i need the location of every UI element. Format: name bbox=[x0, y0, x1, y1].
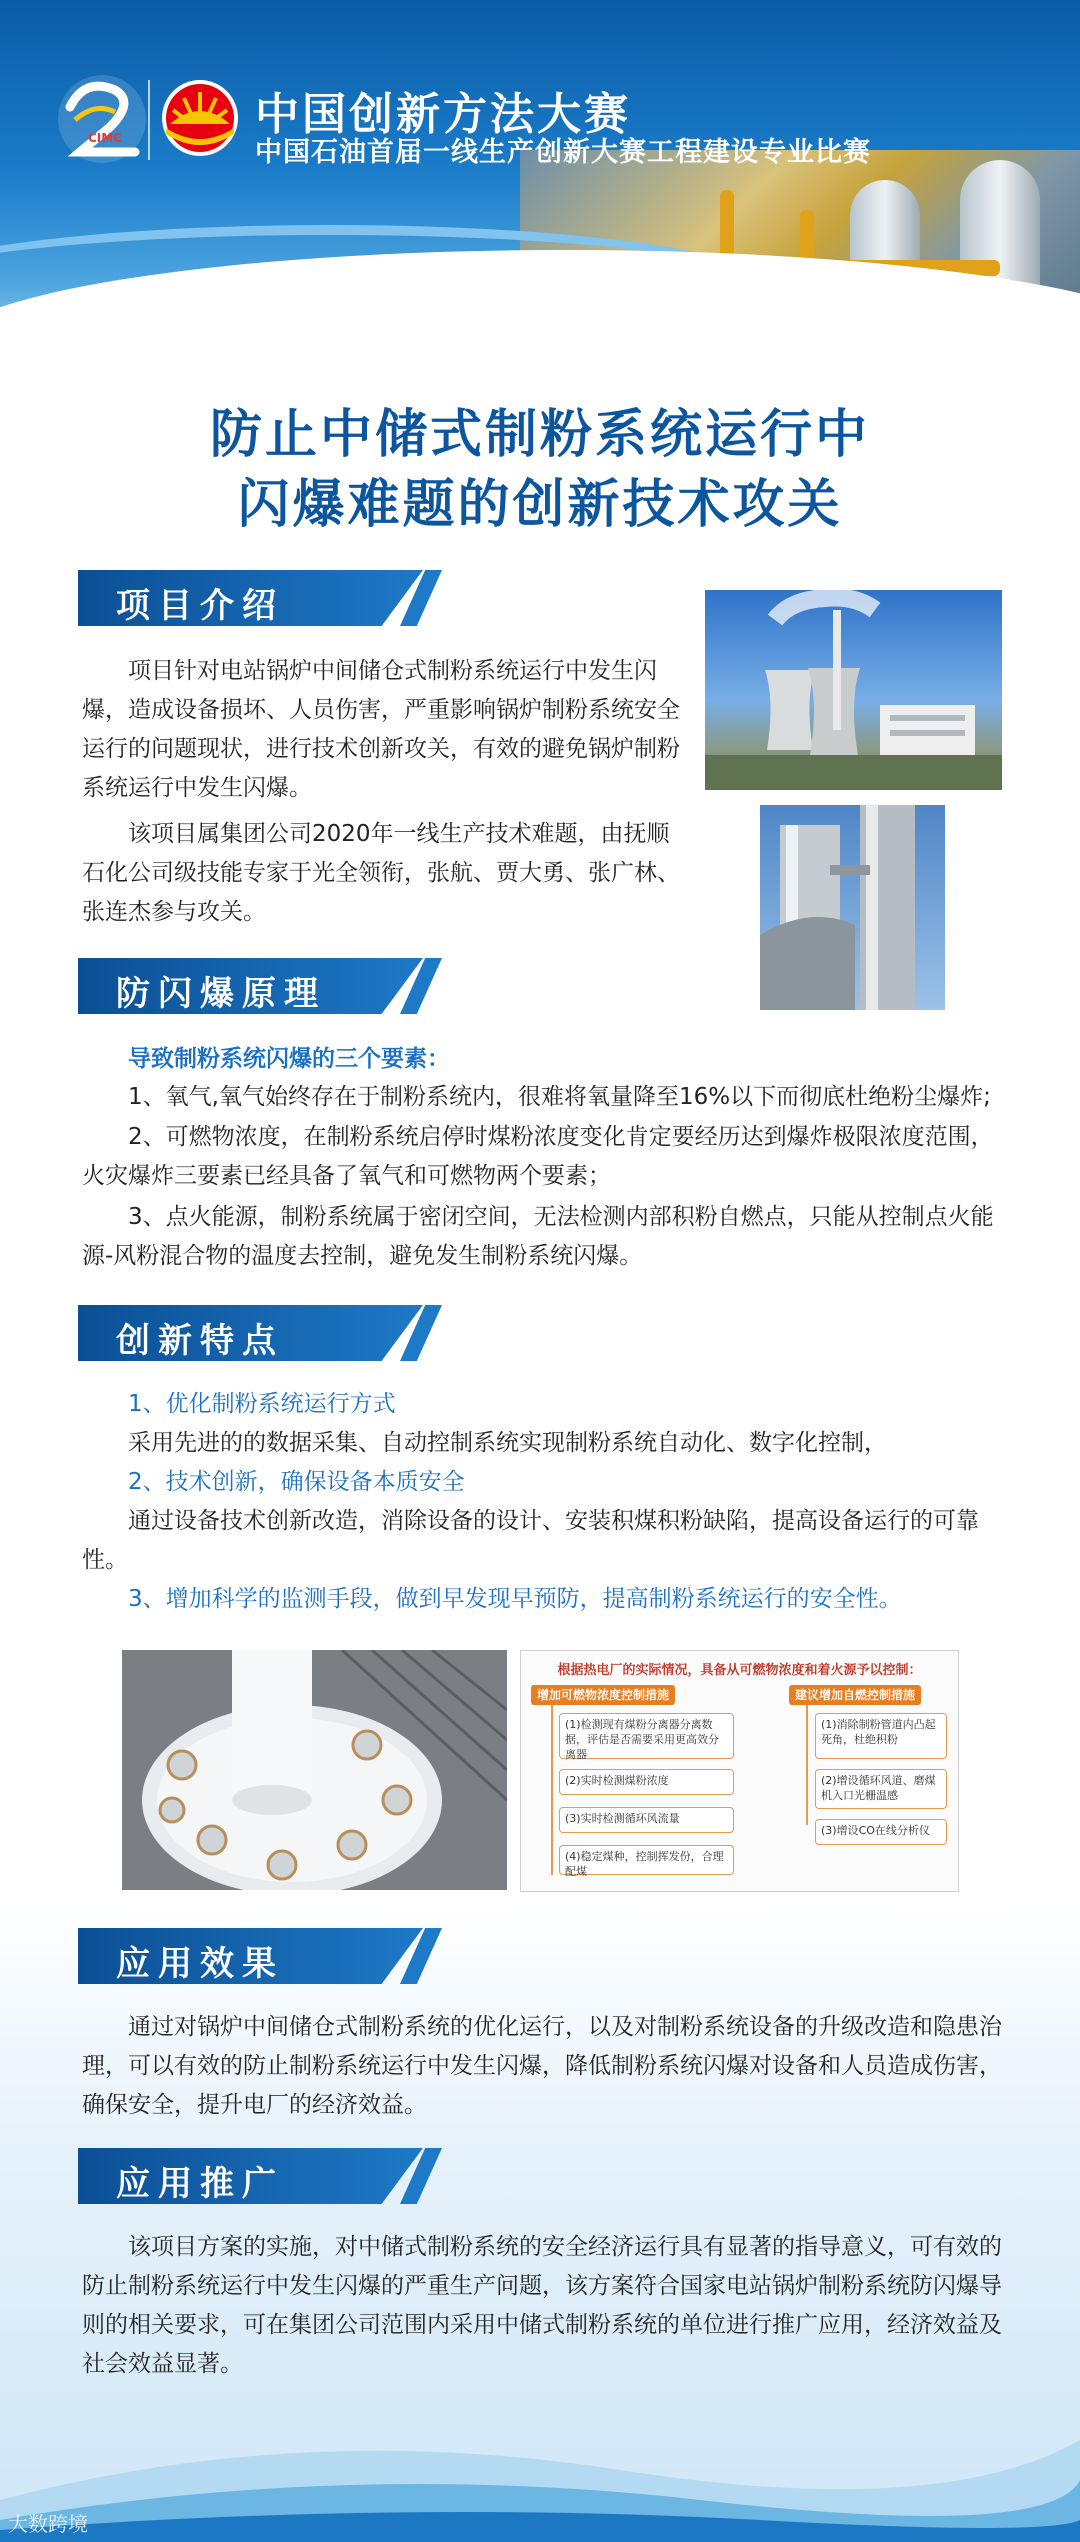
diagram-right-header: 建议增加自燃控制措施 bbox=[789, 1685, 921, 1705]
silo-top-photo bbox=[122, 1650, 507, 1890]
innovation-item-2-text: 通过设备技术创新改造，消除设备的设计、安装积煤积粉缺陷，提高设备运行的可靠性。 bbox=[82, 1508, 979, 1573]
diagram-left-item: (1)检测现有煤粉分离器分离数据，评估是否需要采用更高效分离器 bbox=[559, 1713, 734, 1759]
innovation-item-1-title: 1、优化制粉系统运行方式 bbox=[128, 1391, 396, 1417]
header-banner bbox=[0, 0, 1080, 380]
section-heading-label: 应用效果 bbox=[116, 1944, 284, 1984]
section-heading-effect bbox=[78, 1928, 448, 1984]
cnpc-logo bbox=[160, 78, 240, 158]
diagram-left-header: 增加可燃物浓度控制措施 bbox=[531, 1685, 675, 1705]
diagram-right-item: (3)增设CO在线分析仪 bbox=[815, 1819, 947, 1845]
intro-paragraph-2: 该项目属集团公司2020年一线生产技术难题，由抚顺石化公司级技能专家于光全领衔，张航、贾大勇、张广林、张连杰参与攻关。 bbox=[82, 821, 680, 925]
section-heading-promotion bbox=[78, 2148, 448, 2204]
principle-lead: 导致制粉系统闪爆的三个要素： bbox=[128, 1046, 450, 1072]
main-title-line-1: 防止中储式制粉系统运行中 bbox=[209, 405, 870, 465]
intro-paragraph-1: 项目针对电站锅炉中间储仓式制粉系统运行中发生闪爆，造成设备损坏、人员伤害，严重影响锅炉制粉系统安全运行的问题现状，进行技术创新攻关，有效的避免锅炉制粉系统运行中发生闪爆。 bbox=[82, 658, 680, 801]
innovation-item-2-title: 2、技术创新，确保设备本质安全 bbox=[128, 1469, 465, 1495]
section-heading-principle bbox=[78, 958, 448, 1014]
promotion-paragraph: 该项目方案的实施，对中储式制粉系统的安全经济运行具有显著的指导意义，可有效的防止制粉系统运行中发生闪爆的严重生产问题，该方案符合国家电站锅炉制粉系统防闪爆导则的相关要求，可在集团公司范围内采用中储式制粉系统的单位进行推广应用，经济效益及社会效益显著。 bbox=[82, 2234, 1002, 2377]
section-heading-innovation bbox=[78, 1305, 448, 1361]
section-heading-intro bbox=[78, 570, 448, 626]
effect-paragraph: 通过对锅炉中间储仓式制粉系统的优化运行，以及对制粉系统设备的升级改造和隐患治理，可以有效的防止制粉系统运行中发生闪爆，降低制粉系统闪爆对设备和人员造成伤害，确保安全，提升电厂的经济效益。 bbox=[82, 2014, 1002, 2118]
diagram-left-item: (4)稳定煤种，控制挥发份，合理配煤 bbox=[559, 1845, 734, 1875]
cimc-logo bbox=[55, 72, 150, 167]
innovation-item-1-text: 采用先进的的数据采集、自动控制系统实现制粉系统自动化、数字化控制， bbox=[128, 1430, 887, 1456]
principle-item-2: 2、可燃物浓度，在制粉系统启停时煤粉浓度变化肯定要经历达到爆炸极限浓度范围，火灾爆炸三要素已经具备了氧气和可燃物两个要素； bbox=[82, 1124, 994, 1189]
principle-item-3: 3、点火能源，制粉系统属于密闭空间，无法检测内部积粉自燃点，只能从控制点火能源-风粉混合物的温度去控制，避免发生制粉系统闪爆。 bbox=[82, 1204, 994, 1269]
logo-divider bbox=[148, 80, 150, 160]
diagram-title: 根据热电厂的实际情况，具备从可燃物浓度和着火源予以控制： bbox=[557, 1663, 922, 1678]
diagram-right-item: (2)增设循环风道、磨煤机入口光栅温感 bbox=[815, 1769, 947, 1809]
section-heading-label: 项目介绍 bbox=[116, 586, 284, 626]
watermark: 大数跨境 bbox=[8, 2512, 88, 2536]
main-title-line-2: 闪爆难题的创新技术攻关 bbox=[237, 475, 843, 535]
section-heading-label: 应用推广 bbox=[116, 2164, 284, 2204]
bottom-wave-decoration bbox=[0, 2380, 1080, 2542]
equipment-photo bbox=[760, 805, 945, 1010]
section-heading-label: 创新特点 bbox=[116, 1321, 284, 1361]
control-measures-diagram bbox=[520, 1650, 959, 1892]
section-heading-label: 防闪爆原理 bbox=[116, 974, 326, 1014]
innovation-item-3-title: 3、增加科学的监测手段，做到早发现早预防，提高制粉系统运行的安全性。 bbox=[128, 1586, 902, 1612]
diagram-left-item: (3)实时检测循环风流量 bbox=[559, 1807, 734, 1833]
cimc-logo-text: CIMC bbox=[88, 131, 123, 145]
principle-item-1: 1、氧气,氧气始终存在于制粉系统内，很难将氧量降至16%以下而彻底杜绝粉尘爆炸; bbox=[128, 1084, 991, 1110]
contest-title: 中国创新方法大赛 bbox=[255, 89, 631, 140]
diagram-left-item: (2)实时检测煤粉浓度 bbox=[559, 1769, 734, 1795]
cooling-tower-photo bbox=[705, 590, 1002, 790]
contest-subtitle: 中国石油首届一线生产创新大赛工程建设专业比赛 bbox=[255, 137, 871, 168]
diagram-right-item: (1)消除制粉管道内凸起死角，杜绝积粉 bbox=[815, 1713, 947, 1759]
